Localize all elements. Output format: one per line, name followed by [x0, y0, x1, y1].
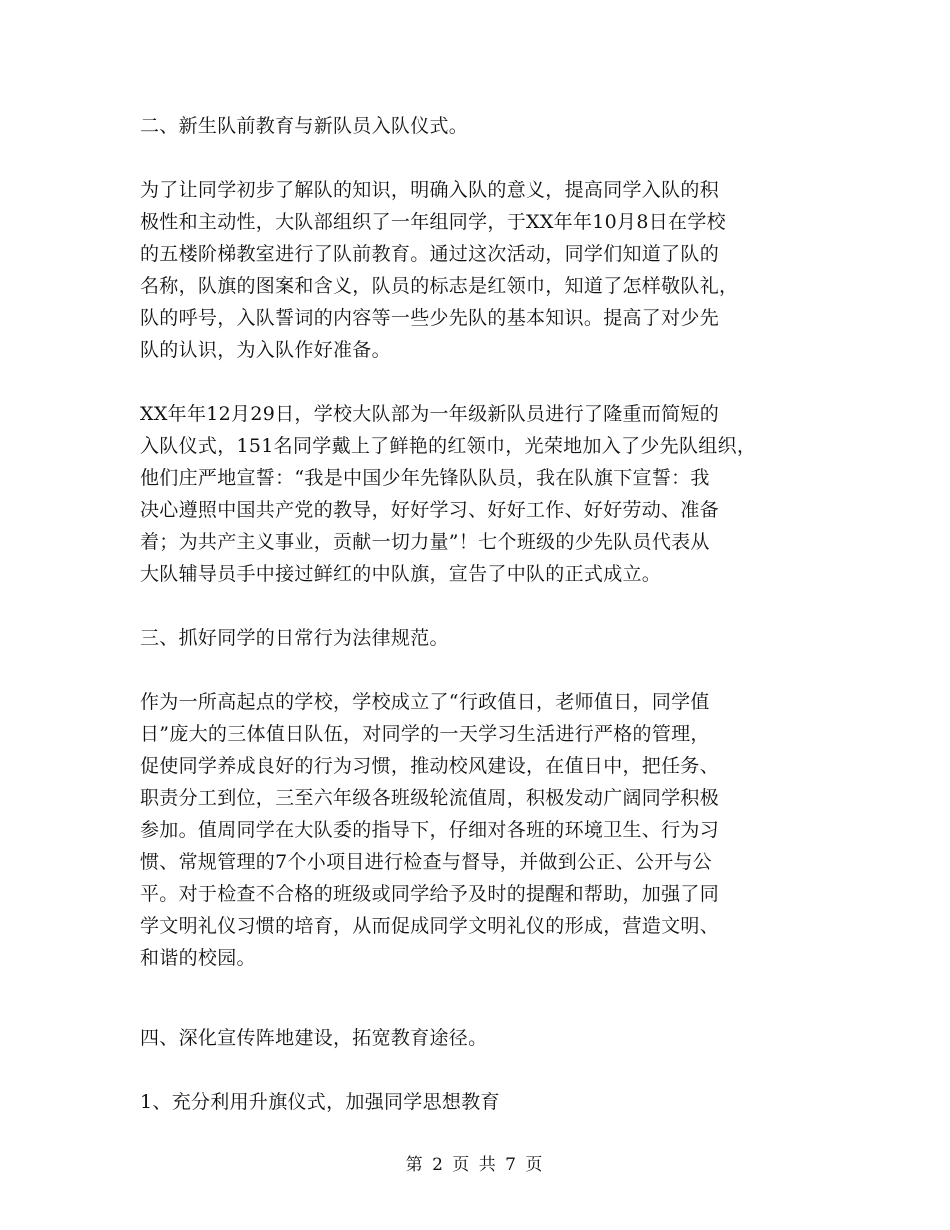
paragraph-3-line-9: 和谐的校园。 [140, 947, 256, 969]
section-heading-4: 四、深化宣传阵地建设，拓宽教育途径。 [140, 1027, 488, 1049]
paragraph-3-line-5: 参加。值周同学在大队委的指导下，仔细对各班的环境卫生、行为习 [140, 819, 720, 841]
paragraph-1-line-1: 为了让同学初步了解队的知识，明确入队的意义，提高同学入队的积 [140, 179, 720, 201]
paragraph-1-line-5: 队的呼号，入队誓词的内容等一些少先队的基本知识。提高了对少先 [140, 307, 720, 329]
paragraph-2-line-2: 入队仪式，151名同学戴上了鲜艳的红领巾，光荣地加入了少先队组织， [140, 435, 757, 457]
section-heading-2: 二、新生队前教育与新队员入队仪式。 [140, 115, 469, 137]
paragraph-3-line-3: 促使同学养成良好的行为习惯，推动校风建设，在值日中，把任务、 [140, 755, 720, 777]
paragraph-2-line-3: 他们庄严地宣誓：“我是中国少年先锋队队员，我在队旗下宣誓：我 [140, 467, 710, 489]
paragraph-1-line-4: 名称，队旗的图案和含义，队员的标志是红领巾，知道了怎样敬队礼， [140, 275, 739, 297]
list-item-1: 1、充分利用升旗仪式，加强同学思想教育 [140, 1091, 500, 1113]
paragraph-3-line-2: 日”庞大的三体值日队伍，对同学的一天学习生活进行严格的管理， [140, 723, 710, 745]
paragraph-2-line-5: 着；为共产主义事业，贡献一切力量”！七个班级的少先队员代表从 [140, 531, 710, 553]
paragraph-3-line-8: 学文明礼仪习惯的培育，从而促成同学文明礼仪的形成，营造文明、 [140, 915, 720, 937]
paragraph-1-line-2: 极性和主动性，大队部组织了一年组同学，于XX年年10月8日在学校 [140, 211, 726, 233]
paragraph-3-line-6: 惯、常规管理的7个小项目进行检查与督导，并做到公正、公开与公 [140, 851, 713, 873]
paragraph-2-line-6: 大队辅导员手中接过鲜红的中队旗，宣告了中队的正式成立。 [140, 563, 662, 585]
paragraph-3-line-4: 职责分工到位，三至六年级各班级轮流值周，积极发动广阔同学积极 [140, 787, 720, 809]
section-heading-3: 三、抓好同学的日常行为法律规范。 [140, 627, 449, 649]
page-number-footer: 第 2 页 共 7 页 [405, 1155, 545, 1175]
paragraph-2-line-4: 决心遵照中国共产党的教导，好好学习、好好工作、好好劳动、准备 [140, 499, 720, 521]
paragraph-2-line-1: XX年年12月29日，学校大队部为一年级新队员进行了隆重而简短的 [140, 403, 720, 425]
paragraph-1-line-3: 的五楼阶梯教室进行了队前教育。通过这次活动，同学们知道了队的 [140, 243, 720, 265]
paragraph-3-line-1: 作为一所高起点的学校，学校成立了“行政值日，老师值日，同学值 [140, 691, 710, 713]
paragraph-3-line-7: 平。对于检查不合格的班级或同学给予及时的提醒和帮助，加强了同 [140, 883, 720, 905]
paragraph-1-line-6: 队的认识，为入队作好准备。 [140, 339, 391, 361]
